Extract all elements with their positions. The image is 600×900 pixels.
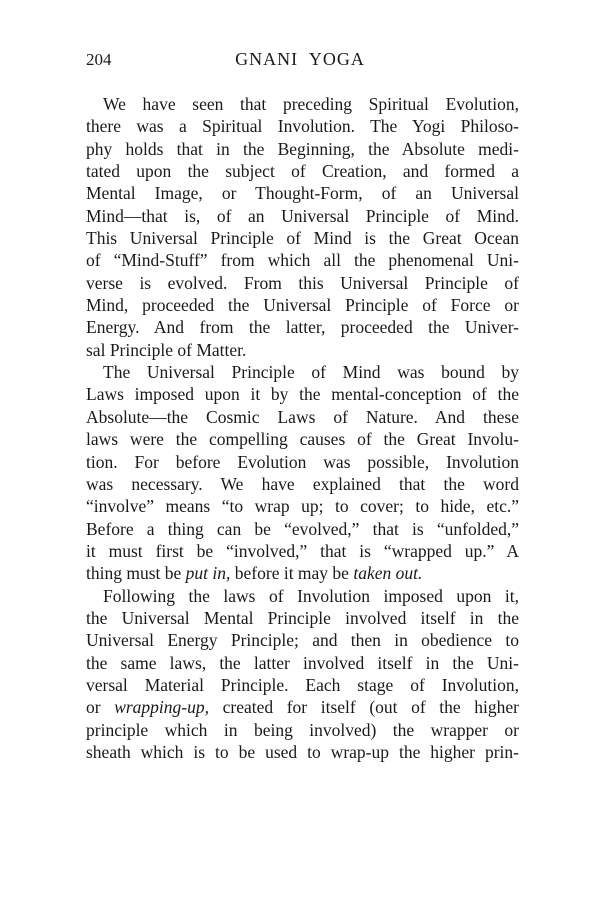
text-segment: Mental Image, or Thought-Form, of an Universal	[86, 183, 519, 204]
paragraph	[86, 585, 519, 764]
text-segment: principle which in being involved) the wrapper or	[86, 719, 519, 740]
text-segment: tion. For before Evolution was possible, Involution	[86, 451, 519, 472]
text-line	[86, 406, 519, 428]
text-segment: versal Material Principle. Each stage of Involution,	[86, 674, 519, 695]
text-segment: of “Mind-Stuff” from which all the phenomenal Uni-	[86, 250, 519, 271]
text-segment: Laws imposed upon it by the mental-conception of the	[86, 384, 519, 405]
text-line	[86, 719, 519, 741]
page-number: 204	[86, 50, 112, 69]
text-line	[86, 451, 519, 473]
text-line	[86, 428, 519, 450]
text-segment: tated upon the subject of Creation, and formed a	[86, 161, 519, 182]
body-text	[86, 93, 519, 763]
paragraph	[86, 93, 519, 361]
text-line	[86, 249, 519, 271]
text-segment: it must first be “involved,” that is “wrapped up.” A	[86, 540, 519, 561]
text-segment: before it may be	[230, 563, 354, 584]
text-line	[86, 562, 519, 584]
text-segment: sal Principle of Matter.	[86, 339, 247, 360]
text-segment: Mind, proceeded the Universal Principle of Force or	[86, 295, 519, 316]
text-segment: Following the laws of Involution imposed upon it,	[103, 585, 519, 606]
text-line	[86, 160, 519, 182]
running-head: GNANI YOGA	[235, 49, 365, 69]
text-line	[86, 115, 519, 137]
text-segment: there was a Spiritual Involution. The Yogi Philoso-	[86, 116, 519, 137]
text-line	[86, 696, 519, 718]
text-line	[86, 339, 519, 361]
text-segment: laws were the compelling causes of the Great Involu-	[86, 429, 519, 450]
text-line	[86, 473, 519, 495]
text-line	[86, 138, 519, 160]
text-segment: phy holds that in the Beginning, the Absolute medi-	[86, 138, 519, 159]
text-line	[86, 205, 519, 227]
text-line	[86, 93, 519, 115]
text-segment: or	[86, 697, 115, 718]
text-line	[86, 383, 519, 405]
text-segment: thing must be	[86, 563, 186, 584]
text-line	[86, 294, 519, 316]
text-segment: Before a thing can be “evolved,” that is “unfolded,”	[86, 518, 519, 539]
text-segment: The Universal Principle of Mind was bound by	[103, 362, 519, 383]
text-line	[86, 272, 519, 294]
italic-text: wrapping-up,	[114, 697, 209, 718]
text-segment: created for itself (out of the higher	[209, 697, 519, 718]
text-line	[86, 495, 519, 517]
text-line	[86, 607, 519, 629]
text-line	[86, 629, 519, 651]
text-segment: “involve” means “to wrap up; to cover; to hide, etc.”	[86, 496, 519, 517]
text-line	[86, 518, 519, 540]
text-segment: sheath which is to be used to wrap-up the higher prin-	[86, 741, 519, 762]
paragraph	[86, 361, 519, 584]
text-segment: verse is evolved. From this Universal Principle of	[86, 272, 519, 293]
text-line	[86, 316, 519, 338]
text-line	[86, 227, 519, 249]
text-segment: was necessary. We have explained that the word	[86, 473, 519, 494]
text-line	[86, 361, 519, 383]
text-line	[86, 585, 519, 607]
text-segment: the same laws, the latter involved itself in the Uni-	[86, 652, 519, 673]
text-segment: Absolute—the Cosmic Laws of Nature. And these	[86, 406, 519, 427]
text-segment: This Universal Principle of Mind is the Great Ocean	[86, 228, 519, 249]
text-segment: We have seen that preceding Spiritual Evolution,	[103, 94, 519, 114]
italic-text: taken out.	[353, 563, 423, 584]
text-segment: Mind—that is, of an Universal Principle of Mind.	[86, 205, 519, 226]
text-line	[86, 741, 519, 763]
text-segment: the Universal Mental Principle involved itself in the	[86, 607, 519, 628]
text-line	[86, 652, 519, 674]
text-line	[86, 182, 519, 204]
text-line	[86, 540, 519, 562]
text-segment: Energy. And from the latter, proceeded the Univer-	[86, 317, 519, 338]
text-line	[86, 674, 519, 696]
italic-text: put in,	[185, 563, 231, 584]
text-segment: Universal Energy Principle; and then in obedience to	[86, 630, 519, 651]
